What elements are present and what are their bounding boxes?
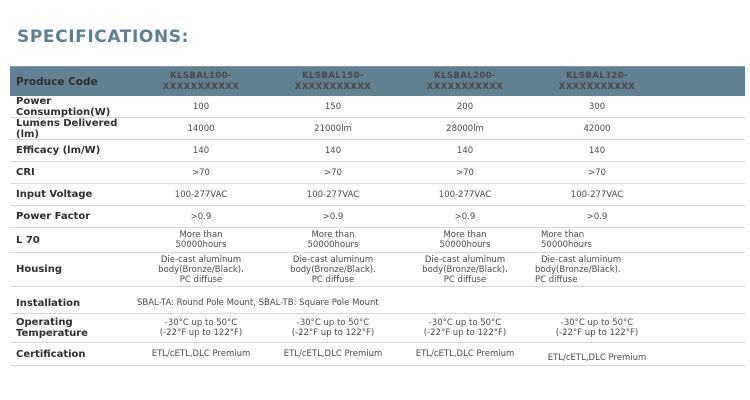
cell-line: PC diffuse	[179, 274, 223, 285]
cell-line: More than	[443, 230, 487, 240]
cell-line: 50000hours	[439, 240, 491, 250]
table-header	[10, 66, 745, 96]
cell-line: Die-cast aluminum	[541, 254, 622, 265]
row-label: L 70	[16, 234, 40, 246]
cell-line: -30°C up to 50°C	[164, 318, 238, 328]
cell-value: >70	[192, 167, 210, 178]
cell-value: >70	[456, 167, 474, 178]
row-label: Input Voltage	[16, 189, 93, 200]
cell-line: 50000hours	[541, 240, 592, 250]
cell-value: 14000	[187, 123, 215, 134]
model-suffix: XXXXXXXXXXX	[558, 81, 636, 92]
table-row	[10, 162, 745, 184]
page-title: SPECIFICATIONS:	[17, 27, 190, 47]
cell-line: PC diffuse	[535, 274, 578, 285]
cell-line: (-22°F up to 122°F)	[291, 328, 375, 338]
row-label: Lumens Delivered (lm)	[16, 117, 118, 140]
cell-line: body(Bronze/Black).	[158, 264, 244, 275]
cell-line: (-22°F up to 122°F)	[159, 328, 243, 338]
cell-value: >0.9	[190, 211, 212, 222]
header-model	[267, 71, 399, 93]
cell-value: 21000lm	[314, 123, 352, 134]
cell-line: -30°C up to 50°C	[296, 318, 370, 328]
cell-value: >0.9	[322, 211, 344, 222]
cell-value	[531, 255, 663, 285]
cell-line: 50000hours	[307, 240, 359, 250]
cell-line: Die-cast aluminum	[424, 254, 506, 265]
cell-value: 200	[456, 101, 474, 112]
row-label: Power Consumption(W)	[16, 95, 111, 118]
model-code: KLSBAL200-	[434, 70, 496, 81]
row-label: Certification	[16, 348, 86, 360]
header-model	[531, 71, 663, 93]
specifications-table	[10, 66, 745, 366]
cell-value: 100	[192, 101, 210, 112]
header-model	[399, 71, 531, 93]
cell-value: >70	[324, 167, 342, 178]
cell-line: -30°C up to 50°C	[560, 318, 634, 328]
cell-value: 140	[192, 145, 210, 156]
cell-value: >0.9	[586, 211, 608, 222]
model-code: KLSBAL150-	[302, 70, 364, 81]
cell-value: 300	[588, 101, 606, 112]
cell-value: 140	[588, 145, 606, 156]
row-label: Housing	[16, 264, 63, 275]
cell-value	[135, 230, 267, 250]
table-row	[10, 140, 745, 162]
table-row	[10, 287, 745, 314]
cell-value: 150	[324, 101, 342, 112]
cell-value: 100-277VAC	[174, 189, 228, 200]
cell-value: 100-277VAC	[570, 189, 624, 200]
table-row	[10, 314, 745, 343]
model-suffix: XXXXXXXXXXX	[426, 81, 504, 92]
cell-value: 140	[324, 145, 342, 156]
cell-value	[531, 318, 663, 338]
cell-line: Die-cast aluminum	[292, 254, 374, 265]
cell-value	[267, 318, 399, 338]
cell-line: More than	[541, 230, 585, 240]
table-row	[10, 184, 745, 206]
cell-value: >70	[588, 167, 606, 178]
row-label: Installation	[16, 297, 81, 309]
cell-value: 140	[456, 145, 474, 156]
row-label: Efficacy (lm/W)	[16, 145, 101, 156]
cell-line: More than	[179, 230, 223, 240]
table-row	[10, 228, 745, 253]
model-code: KLSBAL100-	[170, 70, 232, 81]
model-code: KLSBAL320-	[566, 70, 628, 81]
cell-value	[267, 255, 399, 285]
table-row	[10, 96, 745, 118]
row-label: Operating Temperature	[16, 317, 88, 339]
cell-value: 100-277VAC	[306, 189, 360, 200]
row-label: Power Factor	[16, 211, 91, 222]
cell-line: PC diffuse	[443, 274, 487, 285]
cell-value: 100-277VAC	[438, 189, 492, 200]
table-row	[10, 118, 745, 140]
header-model	[135, 71, 267, 93]
row-label: CRI	[16, 167, 35, 178]
cell-line: More than	[311, 230, 355, 240]
cell-value	[135, 255, 267, 285]
cell-value	[267, 230, 399, 250]
cell-value	[135, 318, 267, 338]
model-suffix: XXXXXXXXXXX	[162, 81, 240, 92]
cell-value-spanning: SBAL-TA: Round Pole Mount, SBAL-TB: Square Pole Mount	[137, 298, 379, 308]
cell-line: body(Bronze/Black).	[422, 264, 508, 275]
table-row	[10, 206, 745, 228]
cell-value: 42000	[583, 123, 611, 134]
cell-line: Die-cast aluminum	[160, 254, 242, 265]
cell-value: ETL/cETL,DLC Premium	[283, 349, 383, 359]
cell-line: (-22°F up to 122°F)	[555, 328, 639, 338]
cell-value: ETL/cETL,DLC Premium	[415, 349, 515, 359]
cell-line: PC diffuse	[311, 274, 355, 285]
cell-value	[399, 255, 531, 285]
cell-line: body(Bronze/Black).	[290, 264, 376, 275]
cell-value	[399, 318, 531, 338]
cell-line: 50000hours	[175, 240, 227, 250]
model-suffix: XXXXXXXXXXX	[294, 81, 372, 92]
table-row	[10, 253, 745, 287]
cell-value: 28000lm	[446, 123, 484, 134]
cell-value: >0.9	[454, 211, 476, 222]
cell-line: body(Bronze/Black).	[535, 264, 621, 275]
cell-value: ETL/cETL,DLC Premium	[151, 349, 251, 359]
cell-line: -30°C up to 50°C	[428, 318, 502, 328]
header-label: Produce Code	[16, 75, 98, 88]
cell-value	[399, 230, 531, 250]
table-row	[10, 343, 745, 366]
cell-line: (-22°F up to 122°F)	[423, 328, 507, 338]
cell-value: ETL/cETL,DLC Premium	[547, 353, 647, 363]
cell-value	[531, 230, 663, 250]
